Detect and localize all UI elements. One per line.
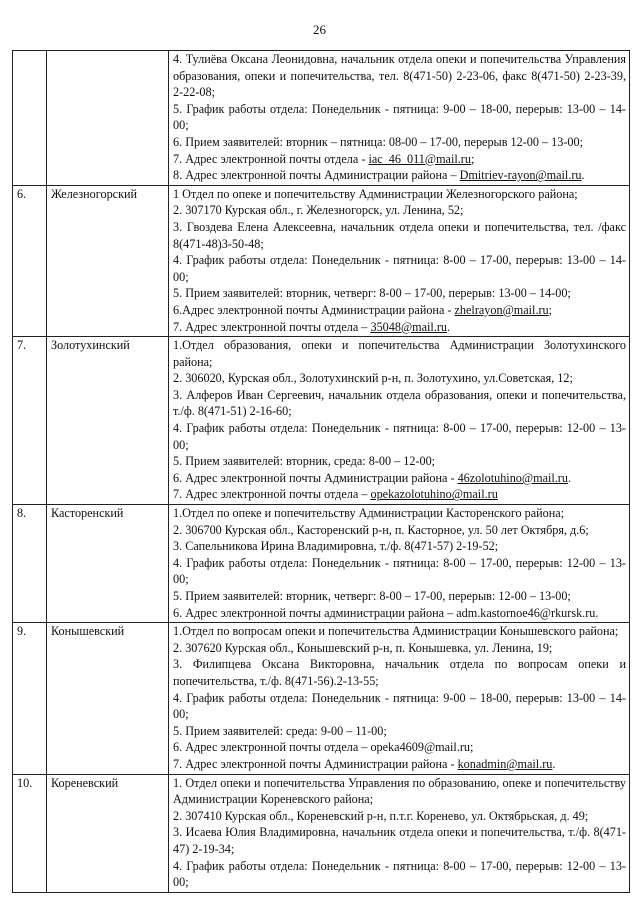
detail-text: 7. Адрес электронной почты Администрации района - xyxy=(173,756,458,771)
detail-line xyxy=(173,656,626,689)
email-link[interactable]: opekazolotuhino@mail.ru xyxy=(370,487,498,502)
detail-text: 4. График работы отдела: Понедельник - пятница: 8-00 – 17-00, перерыв: 12-00 – 13-00; xyxy=(173,858,626,890)
detail-line xyxy=(173,285,626,302)
district-name xyxy=(47,51,169,186)
detail-line xyxy=(173,167,626,184)
detail-text: 5. График работы отдела: Понедельник - пятница: 9-00 – 18-00, перерыв: 13-00 – 14-00; xyxy=(173,101,626,133)
detail-text: 6. Адрес электронной почты Администрации района - xyxy=(173,470,458,485)
office-details xyxy=(169,185,630,336)
row-number: 6. xyxy=(13,185,47,336)
detail-line xyxy=(173,370,626,387)
email-link[interactable]: 35048@mail.ru xyxy=(370,319,448,334)
table-row xyxy=(13,505,630,623)
detail-text: 2. 307170 Курская обл., г. Железногорск, ул. Ленина, 52; xyxy=(173,203,464,218)
table-row xyxy=(13,774,630,892)
detail-punctuation: . xyxy=(447,319,451,334)
detail-text: 3. Филипцева Оксана Викторовна, начальник отдела по вопросам опеки и попечительства, т./ф. 8(471-56).2-13-55; xyxy=(173,657,626,688)
detail-line xyxy=(173,555,626,588)
email-link[interactable]: zhelrayon@mail.ru xyxy=(454,302,549,317)
detail-line xyxy=(173,470,626,487)
detail-text: 1.Отдел образования, опеки и попечительства Администрации Золотухинского района; xyxy=(173,338,626,369)
detail-line xyxy=(173,486,626,503)
detail-text: 3. Исаева Юлия Владимировна, начальник отдела опеки и попечительства, т./ф. 8(471-47) 2-19-34; xyxy=(173,825,626,856)
detail-line xyxy=(173,588,626,605)
detail-punctuation: . xyxy=(581,168,585,183)
detail-line xyxy=(173,605,626,622)
detail-line xyxy=(173,202,626,219)
detail-text: 5. Прием заявителей: среда: 9-00 – 11-00; xyxy=(173,723,387,738)
detail-line xyxy=(173,775,626,808)
detail-text: 6. Прием заявителей: вторник – пятница: 08-00 – 17-00, перерыв 12-00 – 13-00; xyxy=(173,134,583,149)
detail-line xyxy=(173,623,626,640)
district-name: Касторенский xyxy=(47,505,169,623)
detail-line xyxy=(173,858,626,891)
office-details xyxy=(169,623,630,774)
district-name: Кореневский xyxy=(47,774,169,892)
detail-text: 8. Адрес электронной почты Администрации района – xyxy=(173,168,460,183)
detail-line xyxy=(173,420,626,453)
detail-text: 1.Отдел по опеке и попечительству Администрации Касторенского района; xyxy=(173,506,565,521)
detail-line xyxy=(173,723,626,740)
detail-text: 7. Адрес электронной почты отдела - xyxy=(173,151,369,166)
detail-punctuation: . xyxy=(552,756,556,771)
email-link[interactable]: iac_46_011@mail.ru xyxy=(368,151,471,166)
page-number: 26 xyxy=(313,22,326,37)
district-name: Золотухинский xyxy=(47,337,169,505)
email-link[interactable]: konadmin@mail.ru xyxy=(457,756,553,771)
detail-line xyxy=(173,824,626,857)
row-number: 8. xyxy=(13,505,47,623)
detail-line xyxy=(173,319,626,336)
detail-line xyxy=(173,337,626,370)
office-details xyxy=(169,774,630,892)
detail-line xyxy=(173,51,626,101)
detail-line xyxy=(173,453,626,470)
detail-text: 6. Адрес электронной почты администрации района – adm.kastornoe46@rkursk.ru. xyxy=(173,605,599,620)
row-number: 10. xyxy=(13,774,47,892)
guardianship-offices-table xyxy=(12,50,630,893)
email-link[interactable]: 46zolotuhino@mail.ru xyxy=(457,470,568,485)
detail-line xyxy=(173,387,626,420)
detail-text: 5. Прием заявителей: вторник, среда: 8-00 – 12-00; xyxy=(173,454,436,469)
detail-text: 4. График работы отдела: Понедельник - пятница: 8-00 – 17-00, перерыв: 12-00 – 13-00; xyxy=(173,555,626,587)
detail-line xyxy=(173,151,626,168)
detail-line xyxy=(173,302,626,319)
detail-line xyxy=(173,690,626,723)
detail-line xyxy=(173,101,626,134)
detail-line xyxy=(173,756,626,773)
detail-line xyxy=(173,808,626,825)
detail-text: 7. Адрес электронной почты отдела – xyxy=(173,319,371,334)
detail-text: 3. Сапельникова Ирина Владимировна, т./ф. 8(471-57) 2-19-52; xyxy=(173,539,499,554)
office-details xyxy=(169,337,630,505)
office-details xyxy=(169,51,630,186)
row-number: 7. xyxy=(13,337,47,505)
table-row xyxy=(13,51,630,186)
detail-text: 6.Адрес электронной почты Администрации района - xyxy=(173,302,455,317)
detail-text: 2. 307410 Курская обл., Кореневский р-н, п.т.г. Коренево, ул. Октябрьская, д. 49; xyxy=(173,808,589,823)
detail-text: 4. График работы отдела: Понедельник - пятница: 8-00 – 17-00, перерыв: 12-00 – 13-00; xyxy=(173,421,626,452)
detail-line xyxy=(173,739,626,756)
detail-text: 5. Прием заявителей: вторник, четверг: 8-00 – 17-00, перерыв: 12-00 – 13-00; xyxy=(173,589,571,603)
detail-line xyxy=(173,505,626,522)
detail-text: 2. 306700 Курская обл., Касторенский р-н, п. Касторное, ул. 50 лет Октября, д.6; xyxy=(173,522,589,537)
table-row xyxy=(13,185,630,336)
detail-text: 6. Адрес электронной почты отдела – opeka4609@mail.ru; xyxy=(173,740,474,755)
detail-text: 4. График работы отдела: Понедельник - пятница: 8-00 – 17-00, перерыв: 13-00 – 14-00; xyxy=(173,253,626,284)
detail-text: 1.Отдел по вопросам опеки и попечительства Администрации Конышевского района; xyxy=(173,624,619,639)
table-row xyxy=(13,623,630,774)
detail-text: 7. Адрес электронной почты отдела – xyxy=(173,487,371,502)
detail-text: 3. Гвоздева Елена Алексеевна, начальник отдела опеки и попечительства, тел. /факс 8(471-48)3-50-48; xyxy=(173,219,626,251)
detail-line xyxy=(173,186,626,203)
detail-text: 3. Алферов Иван Сергеевич, начальник отдела образования, опеки и попечительства, т./ф. 8(471-51) 2-16-60; xyxy=(173,387,626,419)
district-name: Конышевский xyxy=(47,623,169,774)
detail-line xyxy=(173,252,626,285)
detail-text: 5. Прием заявителей: вторник, четверг: 8-00 – 17-00, перерыв: 13-00 – 14-00; xyxy=(173,286,571,301)
row-number: 9. xyxy=(13,623,47,774)
detail-line xyxy=(173,522,626,539)
email-link[interactable]: Dmitriev-rayon@mail.ru xyxy=(459,168,582,183)
detail-line xyxy=(173,219,626,252)
detail-line xyxy=(173,538,626,555)
detail-punctuation: ; xyxy=(548,302,553,317)
detail-text: 2. 307620 Курская обл., Конышевский р-н, п. Конышевка, ул. Ленина, 19; xyxy=(173,640,553,655)
table-body xyxy=(13,51,630,893)
detail-text: 4. Тулиёва Оксана Леонидовна, начальник отдела опеки и попечительства Управления образования, опеки и попечительства, тел. 8(471-50) 2-23-06, факс 8(471-50) 2-23-39, 2-22-08; xyxy=(173,52,626,100)
detail-text: 1. Отдел опеки и попечительства Управления по образованию, опеке и попечительству Администрации Кореневского района; xyxy=(173,775,626,807)
detail-punctuation: ; xyxy=(470,151,475,166)
office-details xyxy=(169,505,630,623)
table-row xyxy=(13,337,630,505)
detail-line xyxy=(173,134,626,151)
detail-line xyxy=(173,640,626,657)
row-number xyxy=(13,51,47,186)
detail-text: 2. 306020, Курская обл., Золотухинский р-н, п. Золотухино, ул.Советская, 12; xyxy=(173,371,573,386)
detail-text: 1 Отдел по опеке и попечительству Администрации Железногорского района; xyxy=(173,186,578,201)
detail-punctuation: . xyxy=(567,470,572,485)
detail-text: 4. График работы отдела: Понедельник - пятница: 9-00 – 18-00, перерыв: 13-00 – 14-00; xyxy=(173,690,626,722)
district-name: Железногорский xyxy=(47,185,169,336)
